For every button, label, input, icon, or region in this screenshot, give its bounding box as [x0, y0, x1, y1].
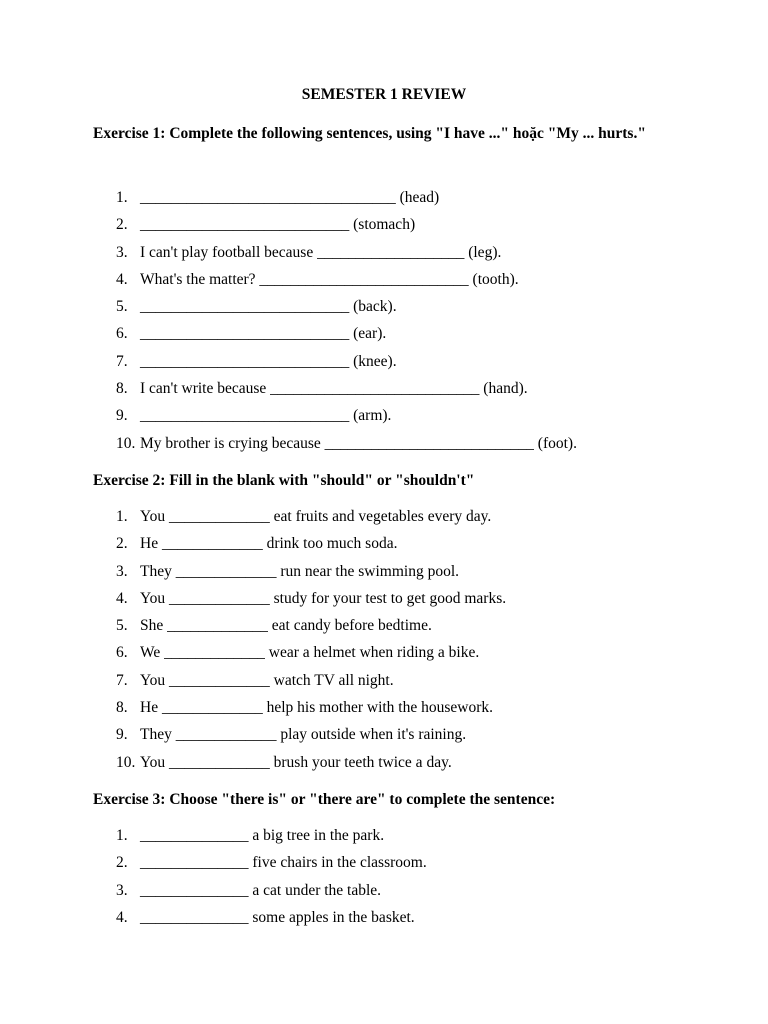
item-number: 5.	[116, 298, 128, 316]
item-number: 7.	[116, 671, 128, 689]
item-text: You _____________ watch TV all night.	[140, 671, 394, 689]
list-item	[93, 749, 506, 776]
item-text: ___________________________ (ear).	[140, 325, 387, 343]
item-text: ______________ five chairs in the classroom.	[140, 854, 427, 872]
item-text: I can't write because ___________________________ (hand).	[140, 380, 528, 398]
item-number: 2.	[116, 854, 128, 872]
exercise-2-list	[93, 503, 506, 776]
item-text: ___________________________ (stomach)	[140, 216, 416, 234]
list-item	[93, 822, 427, 849]
item-number: 2.	[116, 535, 128, 553]
exercise-3-heading: Exercise 3: Choose "there is" or "there are" to complete the sentence:	[93, 791, 556, 808]
list-item	[93, 348, 577, 375]
item-text: They _____________ play outside when it's raining.	[140, 726, 467, 744]
page-title: SEMESTER 1 REVIEW	[301, 86, 467, 103]
item-text: My brother is crying because ___________________________ (foot).	[140, 434, 577, 452]
item-text: ______________ a big tree in the park.	[140, 827, 385, 844]
list-item	[93, 585, 506, 612]
item-number: 10.	[116, 434, 136, 452]
list-item	[93, 558, 506, 585]
item-number: 8.	[116, 380, 128, 398]
item-text: ___________________________ (back).	[140, 298, 397, 316]
list-item	[93, 503, 506, 530]
list-item	[93, 266, 577, 293]
list-item	[93, 430, 577, 457]
item-number: 1.	[116, 189, 128, 206]
item-text: You _____________ study for your test to get good marks.	[140, 589, 507, 607]
list-item	[93, 375, 577, 402]
exercise-3-list	[93, 822, 427, 931]
item-number: 3.	[116, 562, 128, 580]
exercise-2-heading: Exercise 2: Fill in the blank with "should" or "shouldn't"	[93, 472, 475, 489]
item-number: 10.	[116, 753, 136, 771]
item-number: 9.	[116, 726, 128, 744]
item-text: They _____________ run near the swimming pool.	[140, 562, 459, 580]
list-item	[93, 639, 506, 666]
item-text: ______________ some apples in the basket.	[140, 908, 415, 926]
item-number: 4.	[116, 589, 128, 607]
list-item	[93, 211, 577, 238]
item-text: He _____________ help his mother with the housework.	[140, 699, 494, 717]
list-item	[93, 694, 506, 721]
item-number: 1.	[116, 508, 128, 525]
item-number: 8.	[116, 699, 128, 717]
item-number: 9.	[116, 407, 128, 425]
list-item	[93, 402, 577, 429]
item-number: 4.	[116, 270, 128, 288]
list-item	[93, 721, 506, 748]
item-text: ___________________________ (arm).	[140, 407, 392, 425]
list-item	[93, 184, 577, 211]
list-item	[93, 320, 577, 347]
list-item	[93, 612, 506, 639]
item-number: 5.	[116, 617, 128, 635]
item-number: 2.	[116, 216, 128, 234]
item-text: You _____________ eat fruits and vegetables every day.	[140, 508, 492, 525]
item-text: ___________________________ (knee).	[140, 352, 397, 370]
item-number: 7.	[116, 352, 128, 370]
list-item	[93, 849, 427, 876]
list-item	[93, 667, 506, 694]
exercise-1-list	[93, 184, 577, 457]
item-number: 3.	[116, 881, 128, 899]
item-text: She _____________ eat candy before bedtime.	[140, 617, 432, 635]
item-text: We _____________ wear a helmet when riding a bike.	[140, 644, 480, 662]
list-item	[93, 293, 577, 320]
item-text: What's the matter? ___________________________ (tooth).	[140, 270, 519, 288]
item-number: 6.	[116, 325, 128, 343]
item-text: He _____________ drink too much soda.	[140, 535, 398, 553]
list-item	[93, 239, 577, 266]
list-item	[93, 877, 427, 904]
item-number: 3.	[116, 243, 128, 261]
item-number: 4.	[116, 908, 128, 926]
item-text: I can't play football because ___________________ (leg).	[140, 243, 502, 261]
list-item	[93, 904, 427, 931]
list-item	[93, 530, 506, 557]
item-text: _________________________________ (head)	[140, 189, 440, 206]
item-number: 6.	[116, 644, 128, 662]
item-text: You _____________ brush your teeth twice a day.	[140, 753, 452, 771]
exercise-1-heading: Exercise 1: Complete the following sentences, using "I have ..." hoặc "My ... hurts."	[93, 125, 646, 142]
item-text: ______________ a cat under the table.	[140, 881, 382, 899]
item-number: 1.	[116, 827, 128, 844]
